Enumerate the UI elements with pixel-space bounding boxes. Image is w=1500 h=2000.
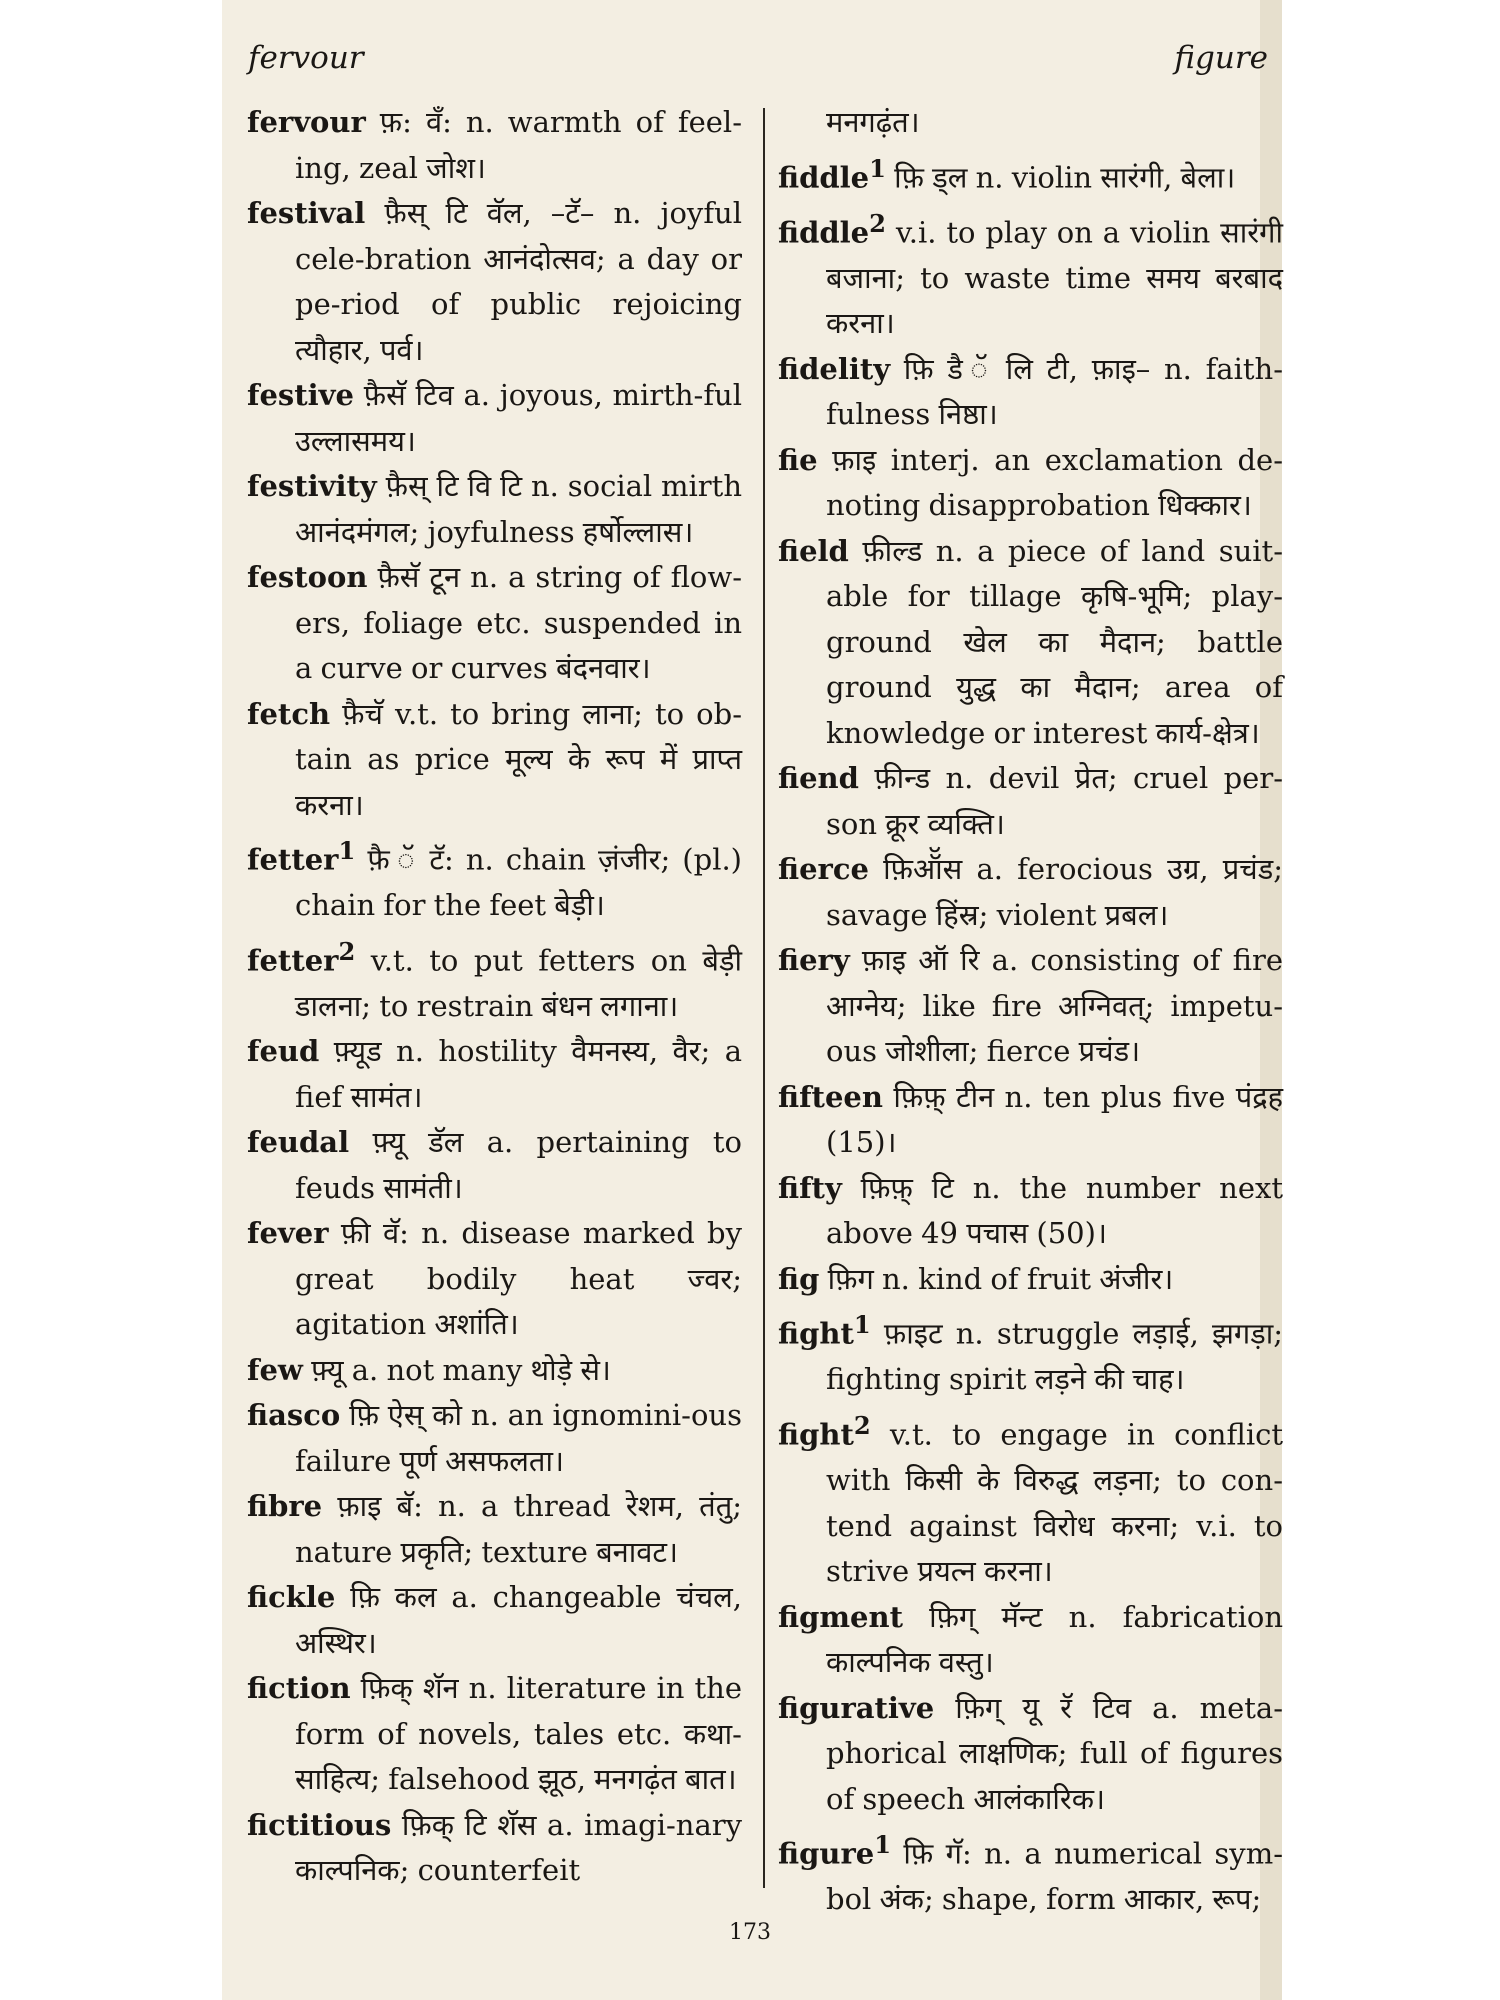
entry-definition: फ़ैस् टि वि टि n. social mirth आनंदमंगल; joyfulness हर्षोल्लास। <box>295 469 743 549</box>
entry-definition: v.t. to put fetters on बेड़ी डालना; to restrain बंधन लगाना। <box>295 943 743 1023</box>
entry-definition: फ़्यू डॅल a. pertaining to feuds सामंती। <box>295 1125 743 1205</box>
headword: few <box>247 1352 303 1387</box>
dictionary-entry <box>778 1822 1283 1923</box>
dictionary-entry <box>247 1120 742 1211</box>
dictionary-entry <box>778 938 1283 1075</box>
running-head-left: fervour <box>248 40 364 76</box>
headword: fifty <box>778 1170 842 1205</box>
dictionary-entry <box>247 1575 742 1666</box>
entry-definition: फ़ैसॅ टून n. a string of flow-ers, foliage etc. suspended in a curve or curves बंदनवार। <box>295 560 743 685</box>
dictionary-entry <box>247 1666 742 1803</box>
dictionary-entry <box>247 1484 742 1575</box>
dictionary-entry <box>778 1166 1283 1257</box>
entry-definition: फ़: वँ: n. warmth of feel-ing, zeal जोश। <box>295 105 742 185</box>
headword: fight <box>778 1417 854 1452</box>
headword: fiddle <box>778 160 870 195</box>
dictionary-entry <box>778 438 1283 529</box>
entry-definition: फ़ै ॅ टॅ: n. chain ज़ंजीर; (pl.) chain for the feet बेड़ी। <box>295 842 742 923</box>
right-column <box>778 100 1283 1923</box>
dictionary-entry <box>247 464 742 555</box>
entry-definition: फ़्यू a. not many थोड़े से। <box>311 1352 611 1387</box>
headword: feudal <box>247 1125 350 1160</box>
dictionary-entry <box>778 100 1283 146</box>
dictionary-entry <box>778 347 1283 438</box>
headword: feud <box>247 1034 320 1069</box>
homograph-number: 1 <box>338 836 356 865</box>
headword: fierce <box>778 852 869 887</box>
headword: fight <box>778 1316 854 1351</box>
headword: fever <box>247 1216 329 1251</box>
dictionary-entry <box>247 1348 742 1394</box>
running-head-right: figure <box>1174 40 1268 76</box>
dictionary-entry <box>247 191 742 373</box>
entry-definition: फ़ैचॅ v.t. to bring लाना; to ob-tain as price मूल्य के रूप में प्राप्त करना। <box>295 696 742 822</box>
dictionary-entry <box>247 100 742 191</box>
entry-definition: फ़िफ़् टीन n. ten plus five पंद्रह (15)। <box>826 1079 1284 1160</box>
headword: festivity <box>247 469 377 503</box>
dictionary-entry <box>247 555 742 692</box>
dictionary-entry <box>778 1403 1283 1595</box>
homograph-number: 1 <box>853 1310 871 1340</box>
dictionary-entry <box>778 1257 1283 1303</box>
entry-definition: मनगढ़ंत। <box>826 105 920 139</box>
dictionary-entry <box>778 1302 1283 1403</box>
headword: fetter <box>247 842 339 877</box>
dictionary-entry <box>778 847 1283 938</box>
headword: fiddle <box>778 215 870 250</box>
dictionary-entry <box>247 1029 742 1120</box>
headword: festive <box>247 378 354 412</box>
dictionary-entry <box>778 1595 1283 1686</box>
dictionary-entry <box>778 1686 1283 1823</box>
entry-definition: फ़िग् मॅन्ट n. fabrication काल्पनिक वस्तु। <box>826 1599 1283 1680</box>
entry-definition: फ़ि ऐस् को n. an ignomini-ous failure पूर्ण असफलता। <box>295 1398 742 1478</box>
entry-definition: v.t. to engage in conflict with किसी के विरुद्ध लड़ना; to con-tend against विरोध करना; v.i. to strive प्रयत्न करना। <box>826 1417 1283 1589</box>
headword: fetch <box>247 696 331 731</box>
headword: fibre <box>247 1489 323 1524</box>
entry-definition: फ़ि ड्ल n. violin सारंगी, बेला। <box>894 160 1236 195</box>
entry-definition: फ़िफ़् टि n. the number next above 49 पचास (50)। <box>826 1170 1283 1251</box>
dictionary-entry <box>247 373 742 464</box>
dictionary-entry <box>247 1803 742 1894</box>
entry-definition: फ़ि डै ॅ लि टी, फ़ाइ– n. faith-fulness निष्ठा। <box>826 351 1284 432</box>
dictionary-entry <box>778 1075 1283 1166</box>
column-divider <box>763 108 765 1888</box>
entry-definition: फ़ैस् टि वॅल, –टॅ– n. joyful cele-bration आनंदोत्सव; a day or pe-riod of public rejoicing त्यौहार, पर्व। <box>295 196 743 367</box>
homograph-number: 2 <box>869 208 886 238</box>
dictionary-entry <box>247 1393 742 1484</box>
entry-definition: फ़ीन्ड n. devil प्रेत; cruel per-son क्रूर व्यक्ति। <box>826 761 1284 841</box>
headword: fictitious <box>247 1807 392 1842</box>
dictionary-entry <box>778 756 1283 847</box>
homograph-number: 2 <box>853 1410 871 1440</box>
left-column <box>247 100 742 1894</box>
homograph-number: 2 <box>338 936 356 966</box>
entry-definition: फ़ाइ बॅ: n. a thread रेशम, तंतु; nature प्रकृति; texture बनावट। <box>295 1489 742 1569</box>
homograph-number: 1 <box>874 1830 891 1860</box>
entry-definition: फ़ील्ड n. a piece of land suit-able for tillage कृषि-भूमि; play-ground खेल का मैदान; battle ground युद्ध का मैदान; area of knowledge or interest कार्य-क्षेत्र। <box>826 533 1283 750</box>
headword: fidelity <box>778 351 891 386</box>
dictionary-entry <box>778 529 1283 757</box>
page-number: 173 <box>729 1920 771 1945</box>
entry-definition: फ़ाइट n. struggle लड़ाई, झगड़ा; fighting spirit लड़ने की चाह। <box>826 1316 1284 1397</box>
entry-definition: फ़्यूड n. hostility वैमनस्य, वैर; a fief सामंत। <box>295 1034 742 1114</box>
headword: fiend <box>778 761 859 796</box>
entry-definition: फ़िक् टि शॅस a. imagi-nary काल्पनिक; counterfeit <box>295 1807 742 1888</box>
headword: fetter <box>247 943 339 978</box>
dictionary-entry <box>247 1211 742 1348</box>
entry-definition: फ़ी वॅ: n. disease marked by great bodily heat ज्वर; agitation अशांति। <box>295 1216 743 1342</box>
headword: fickle <box>247 1580 336 1615</box>
headword: figure <box>778 1836 875 1871</box>
headword: festoon <box>247 560 368 594</box>
entry-definition: v.i. to play on a violin सारंगी बजाना; to waste time समय बरबाद करना। <box>826 215 1283 341</box>
dictionary-entry <box>247 692 742 829</box>
entry-definition: फ़ि कल a. changeable चंचल, अस्थिर। <box>295 1580 742 1660</box>
entry-definition: फ़ाइ interj. an exclamation de-noting disapprobation धिक्कार। <box>826 442 1284 523</box>
dictionary-entry <box>247 828 742 929</box>
entry-definition: फ़ाइ ऑ रि a. consisting of fire आग्नेय; like fire अग्निवत्; impetu-ous जोशीला; fierce प्रचंड। <box>826 943 1283 1069</box>
dictionary-entry <box>247 929 742 1030</box>
headword: fervour <box>247 105 366 139</box>
headword: figment <box>778 1599 903 1634</box>
headword: fie <box>778 442 818 477</box>
headword: fig <box>778 1261 820 1296</box>
entry-definition: फ़िग् यू रॅ टिव a. meta-phorical लाक्षणिक; full of figures of speech आलंकारिक। <box>826 1690 1283 1816</box>
dictionary-entry <box>778 201 1283 347</box>
dictionary-entry <box>778 146 1283 201</box>
homograph-number: 1 <box>869 153 886 183</box>
entry-definition: फ़िक् शॅन n. literature in the form of novels, tales etc. कथा-साहित्य; falsehood झूठ, मनगढ़ंत बात। <box>295 1671 743 1797</box>
headword: fifteen <box>778 1079 883 1114</box>
headword: fiery <box>778 943 850 978</box>
headword: field <box>778 533 849 568</box>
headword: fiction <box>247 1671 351 1706</box>
entry-definition: फ़ि गॅ: n. a numerical sym-bol अंक; shape, form आकार, रूप; <box>826 1836 1283 1917</box>
headword: figurative <box>778 1690 935 1725</box>
entry-definition: फ़ैसॅ टिव a. joyous, mirth-ful उल्लासमय। <box>295 378 743 458</box>
entry-definition: फ़िऑॅस a. ferocious उग्र, प्रचंड; savage हिंस्र; violent प्रबल। <box>826 852 1283 932</box>
entry-definition: फ़िग n. kind of fruit अंजीर। <box>827 1261 1174 1296</box>
headword: festival <box>247 196 366 230</box>
headword: fiasco <box>247 1398 341 1433</box>
